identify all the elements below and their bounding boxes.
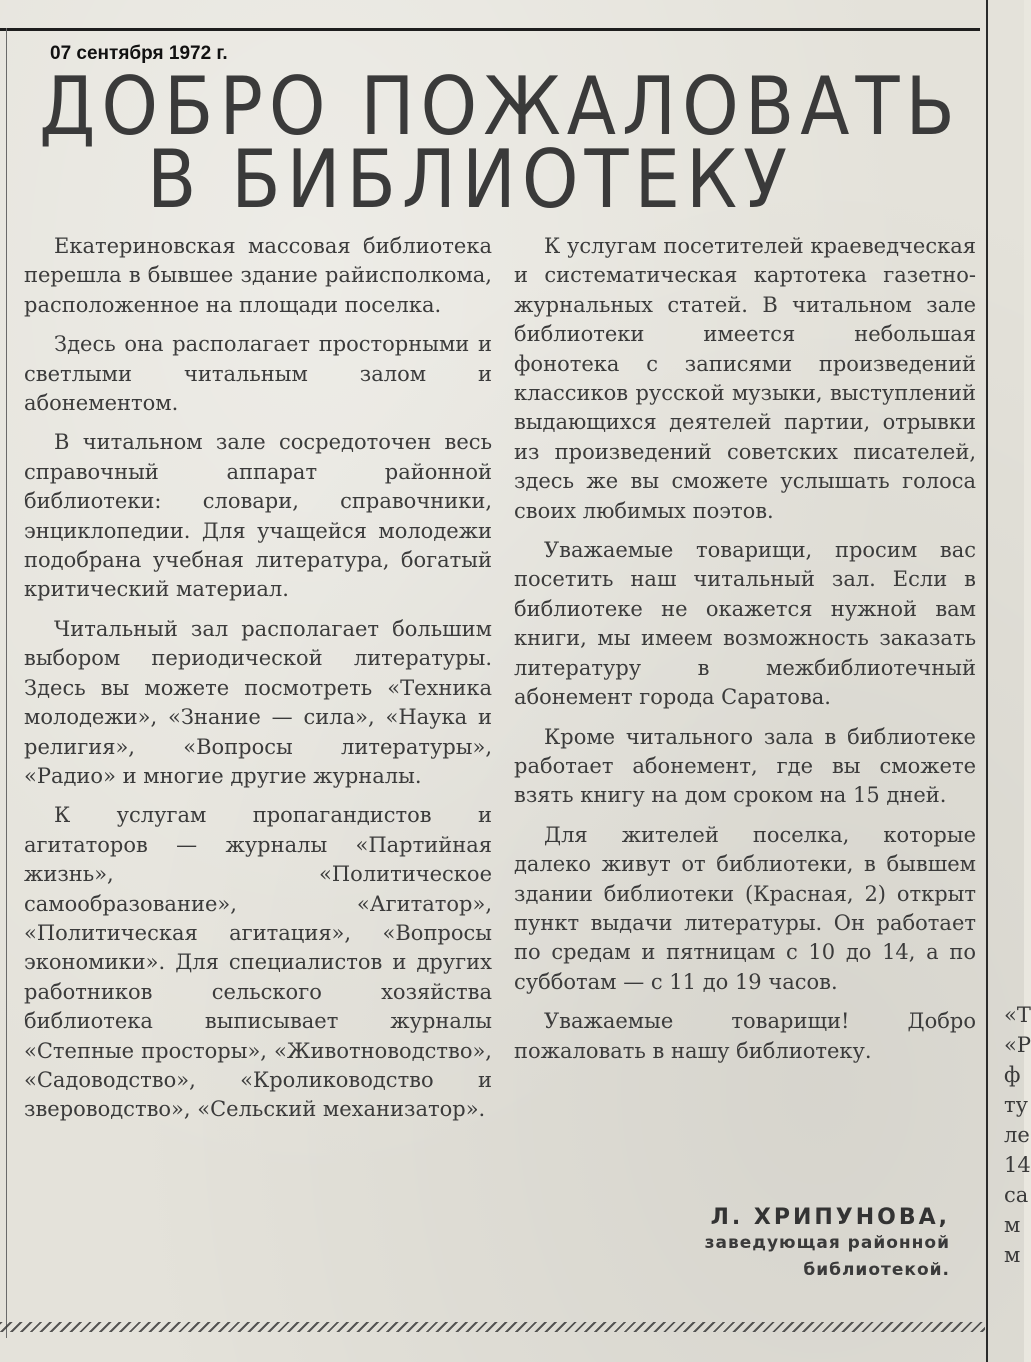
fragment-text: 14 — [1004, 1153, 1031, 1177]
top-rule — [0, 28, 980, 31]
author-title-line-1: заведующая районной — [704, 1233, 950, 1253]
paragraph: Для жителей поселка, которые далеко живут от библиотеки, в бывшем здании библиотеки (Красная, 2) открыт пункт выдачи литературы. Он работает по средам и пятницам с 10 до 14, а по субботам — с 11 до 19 часов. — [514, 822, 976, 994]
bottom-decorative-rule — [0, 1322, 985, 1332]
fragment-text: ле — [1004, 1123, 1030, 1147]
author-signature — [600, 1205, 950, 1284]
paragraph: Екатериновская массовая библиотека перешла в бывшее здание райисполкома, расположенное на площади поселка. — [24, 234, 492, 317]
headline-line-1: ДОБРО ПОЖАЛОВАТЬ — [39, 58, 961, 154]
article-left-column — [24, 232, 492, 1135]
paragraph: К услугам пропагандистов и агитаторов — журналы «Партийная жизнь», «Политическое самообразование», «Агитатор», «Политическая агитация», «Вопросы экономики». Для специалистов и других работников сельского хозяйства библиотека выписывает журналы «Степные просторы», «Животноводство», «Садоводство», «Кролиководство и звероводство», «Сельский механизатор». — [24, 803, 492, 1122]
paragraph: К услугам посетителей краеведческая и систематическая картотека газетно-журнальных статей. В читальном зале библиотеки имеется небольшая фонотека с записями произведений классиков русской музыки, выступлений выдающихся деятелей партии, отрывки из произведений советских писателей, здесь же вы сможете услышать голоса своих любимых поэтов. — [514, 234, 976, 523]
fragment-text: ту — [1004, 1093, 1028, 1117]
paragraph: Кроме читального зала в библиотеке работает абонемент, где вы сможете взять книгу на дом сроком на 15 дней. — [514, 724, 976, 808]
paragraph: Читальный зал располагает большим выбором периодической литературы. Здесь вы можете посмотреть «Техника молодежи», «Знание — сила», «Наука и религия», «Вопросы литературы», «Радио» и многие другие журналы. — [24, 616, 492, 788]
author-name: Л. ХРИПУНОВА, — [710, 1205, 950, 1230]
fragment-text: «Т — [1004, 1003, 1031, 1027]
date-stamp: 07 сентября 1972 г. — [50, 43, 228, 64]
author-title-line-2: библиотекой. — [803, 1260, 950, 1280]
fragment-text: м — [1004, 1213, 1021, 1237]
paragraph: Уважаемые товарищи, просим вас посетить наш читальный зал. Если в библиотеке не окажется нужной вам книги, мы имеем возможность заказать литературу в межбиблиотечный абонемент города Саратова. — [514, 538, 976, 710]
headline-line-2: В БИБЛИОТЕКУ — [146, 131, 794, 227]
paragraph: Уважаемые товарищи! Добро пожаловать в нашу библиотеку. — [514, 1009, 976, 1063]
fragment-text: м — [1004, 1243, 1021, 1267]
adjacent-article-fragment — [1004, 1000, 1031, 1270]
fragment-text: са — [1004, 1183, 1029, 1207]
paragraph: Здесь она располагает просторными и светлыми читальным залом и абонементом. — [24, 332, 492, 416]
article-right-column — [514, 232, 976, 1076]
paragraph: В читальном зале сосредоточен весь справочный аппарат районной библиотеки: словари, справочники, энциклопедии. Для учащейся молодежи подобрана учебная литература, богатый критический материал. — [24, 430, 492, 602]
fragment-text: ф — [1004, 1063, 1021, 1087]
fragment-text: «Р — [1004, 1033, 1031, 1057]
column-divider-rule — [986, 0, 988, 1362]
